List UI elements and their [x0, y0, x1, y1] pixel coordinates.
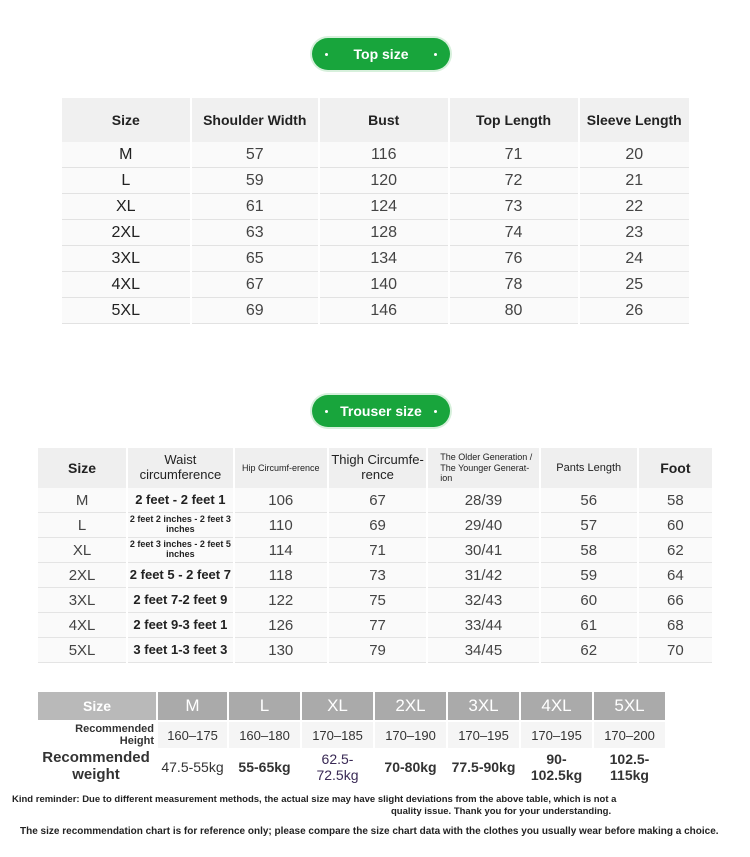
trouser-cell: 3XL [38, 588, 127, 613]
height-cell: 170–185 [301, 721, 374, 749]
rec-header-4xl: 4XL [520, 691, 593, 721]
trouser-cell: 62 [638, 538, 713, 563]
trouser-cell: M [38, 488, 127, 513]
recommended-height-row [37, 721, 666, 749]
top-cell: 69 [191, 298, 319, 324]
waist-cell: 2 feet 3 inches - 2 feet 5 inches [127, 538, 234, 563]
top-cell: 57 [191, 142, 319, 168]
trouser-cell: 56 [540, 488, 638, 513]
top-table-header-row [62, 98, 690, 142]
trouser-cell: 32/43 [427, 588, 540, 613]
trouser-cell: 71 [328, 538, 427, 563]
trouser-cell: 28/39 [427, 488, 540, 513]
top-cell: 134 [319, 246, 449, 272]
waist-cell: 2 feet 2 inches - 2 feet 3 inches [127, 513, 234, 538]
top-cell: 146 [319, 298, 449, 324]
rec-header-m: M [157, 691, 228, 721]
trouser-cell: 110 [234, 513, 328, 538]
top-cell: 140 [319, 272, 449, 298]
weight-cell: 102.5-115kg [593, 749, 666, 784]
header-bust: Bust [319, 98, 449, 142]
top-cell: 65 [191, 246, 319, 272]
trouser-cell: 61 [540, 613, 638, 638]
header-size: Size [38, 448, 127, 488]
trouser-cell: 126 [234, 613, 328, 638]
header-top-length: Top Length [449, 98, 579, 142]
top-cell: M [62, 142, 191, 168]
weight-cell: 55-65kg [228, 749, 301, 784]
dot-left [325, 53, 328, 56]
trouser-cell: 31/42 [427, 563, 540, 588]
trouser-cell: 122 [234, 588, 328, 613]
recommendation-table [36, 690, 667, 785]
recommended-weight-label: Recommended weight [37, 749, 157, 784]
height-cell: 170–190 [374, 721, 447, 749]
dot-right [434, 53, 437, 56]
top-cell: 67 [191, 272, 319, 298]
rec-header-l: L [228, 691, 301, 721]
trouser-cell: 29/40 [427, 513, 540, 538]
height-cell: 170–195 [520, 721, 593, 749]
top-cell: 76 [449, 246, 579, 272]
trouser-cell: 79 [328, 638, 427, 663]
waist-cell: 2 feet 5 - 2 feet 7 [127, 563, 234, 588]
top-table-row [62, 272, 690, 298]
trouser-size-badge [312, 395, 450, 427]
top-cell: 4XL [62, 272, 191, 298]
reminder-line-2: quality issue. Thank you for your understanding. [391, 806, 612, 817]
header-thigh: Thigh Circumfe-rence [328, 448, 427, 488]
waist-cell: 2 feet 9-3 feet 1 [127, 613, 234, 638]
trouser-cell: 75 [328, 588, 427, 613]
top-cell: L [62, 168, 191, 194]
top-table-row [62, 142, 690, 168]
trouser-cell: 58 [540, 538, 638, 563]
top-cell: 61 [191, 194, 319, 220]
top-cell: 78 [449, 272, 579, 298]
rec-header-3xl: 3XL [447, 691, 520, 721]
top-table-row [62, 246, 690, 272]
trouser-cell: 130 [234, 638, 328, 663]
top-cell: 23 [579, 220, 690, 246]
header-foot: Foot [638, 448, 713, 488]
rec-header-xl: XL [301, 691, 374, 721]
trouser-cell: 114 [234, 538, 328, 563]
trouser-table-row [38, 638, 713, 663]
trouser-size-title: Trouser size [340, 403, 422, 419]
trouser-cell: 5XL [38, 638, 127, 663]
trouser-cell: 77 [328, 613, 427, 638]
weight-cell: 77.5-90kg [447, 749, 520, 784]
top-size-title: Top size [353, 46, 409, 62]
rec-header-size: Size [37, 691, 157, 721]
top-cell: 128 [319, 220, 449, 246]
top-size-badge [312, 38, 450, 70]
top-table-row [62, 168, 690, 194]
top-table-body [62, 142, 690, 324]
trouser-table-row [38, 538, 713, 563]
height-cell: 160–175 [157, 721, 228, 749]
trouser-table-body [38, 488, 713, 663]
trouser-cell: 30/41 [427, 538, 540, 563]
top-cell: 2XL [62, 220, 191, 246]
header-waist: Waist circumference [127, 448, 234, 488]
recommendation-header-row [37, 691, 666, 721]
top-cell: 26 [579, 298, 690, 324]
trouser-cell: 33/44 [427, 613, 540, 638]
trouser-cell: 59 [540, 563, 638, 588]
trouser-table-row [38, 563, 713, 588]
header-pants-length: Pants Length [540, 448, 638, 488]
trouser-cell: 60 [638, 513, 713, 538]
trouser-cell: 58 [638, 488, 713, 513]
trouser-cell: 73 [328, 563, 427, 588]
top-cell: 71 [449, 142, 579, 168]
height-cell: 170–195 [447, 721, 520, 749]
height-cell: 170–200 [593, 721, 666, 749]
trouser-cell: 57 [540, 513, 638, 538]
top-cell: 120 [319, 168, 449, 194]
top-cell: 21 [579, 168, 690, 194]
trouser-table-row [38, 613, 713, 638]
header-generation: The Older Generation / The Younger Generat-ion [427, 448, 540, 488]
trouser-table-header-row [38, 448, 713, 488]
top-table-row [62, 194, 690, 220]
dot-left [325, 410, 328, 413]
top-cell: 72 [449, 168, 579, 194]
top-cell: 20 [579, 142, 690, 168]
top-size-table [62, 98, 691, 324]
trouser-cell: 66 [638, 588, 713, 613]
trouser-cell: 60 [540, 588, 638, 613]
trouser-cell: XL [38, 538, 127, 563]
size-disclaimer: The size recommendation chart is for reference only; please compare the size chart data with the clothes you usually wear before making a choice. [20, 826, 719, 837]
trouser-cell: 64 [638, 563, 713, 588]
trouser-cell: 67 [328, 488, 427, 513]
top-cell: 116 [319, 142, 449, 168]
header-sleeve-length: Sleeve Length [579, 98, 690, 142]
trouser-size-table [38, 448, 714, 663]
top-cell: 59 [191, 168, 319, 194]
top-cell: 3XL [62, 246, 191, 272]
recommended-height-label: Recommended Height [37, 721, 157, 749]
trouser-table-row [38, 513, 713, 538]
waist-cell: 3 feet 1-3 feet 3 [127, 638, 234, 663]
trouser-table-row [38, 488, 713, 513]
top-cell: 24 [579, 246, 690, 272]
rec-header-5xl: 5XL [593, 691, 666, 721]
trouser-cell: 62 [540, 638, 638, 663]
trouser-cell: 68 [638, 613, 713, 638]
top-table-row [62, 220, 690, 246]
top-cell: 80 [449, 298, 579, 324]
trouser-table-row [38, 588, 713, 613]
dot-right [434, 410, 437, 413]
waist-cell: 2 feet - 2 feet 1 [127, 488, 234, 513]
top-cell: 124 [319, 194, 449, 220]
height-cell: 160–180 [228, 721, 301, 749]
header-shoulder-width: Shoulder Width [191, 98, 319, 142]
top-cell: XL [62, 194, 191, 220]
trouser-cell: 34/45 [427, 638, 540, 663]
trouser-cell: 106 [234, 488, 328, 513]
recommended-weight-row [37, 749, 666, 784]
top-cell: 5XL [62, 298, 191, 324]
trouser-cell: 2XL [38, 563, 127, 588]
weight-cell: 62.5-72.5kg [301, 749, 374, 784]
top-cell: 25 [579, 272, 690, 298]
trouser-cell: 118 [234, 563, 328, 588]
waist-cell: 2 feet 7-2 feet 9 [127, 588, 234, 613]
top-table-row [62, 298, 690, 324]
top-cell: 73 [449, 194, 579, 220]
top-cell: 22 [579, 194, 690, 220]
trouser-cell: 70 [638, 638, 713, 663]
reminder-line-1: Kind reminder: Due to different measurement methods, the actual size may have slight deviations from the above table, which is not a [12, 794, 617, 805]
rec-header-2xl: 2XL [374, 691, 447, 721]
weight-cell: 90-102.5kg [520, 749, 593, 784]
header-hip: Hip Circumf-erence [234, 448, 328, 488]
weight-cell: 70-80kg [374, 749, 447, 784]
trouser-cell: L [38, 513, 127, 538]
trouser-cell: 69 [328, 513, 427, 538]
trouser-cell: 4XL [38, 613, 127, 638]
top-cell: 74 [449, 220, 579, 246]
weight-cell: 47.5-55kg [157, 749, 228, 784]
header-size: Size [62, 98, 191, 142]
top-cell: 63 [191, 220, 319, 246]
